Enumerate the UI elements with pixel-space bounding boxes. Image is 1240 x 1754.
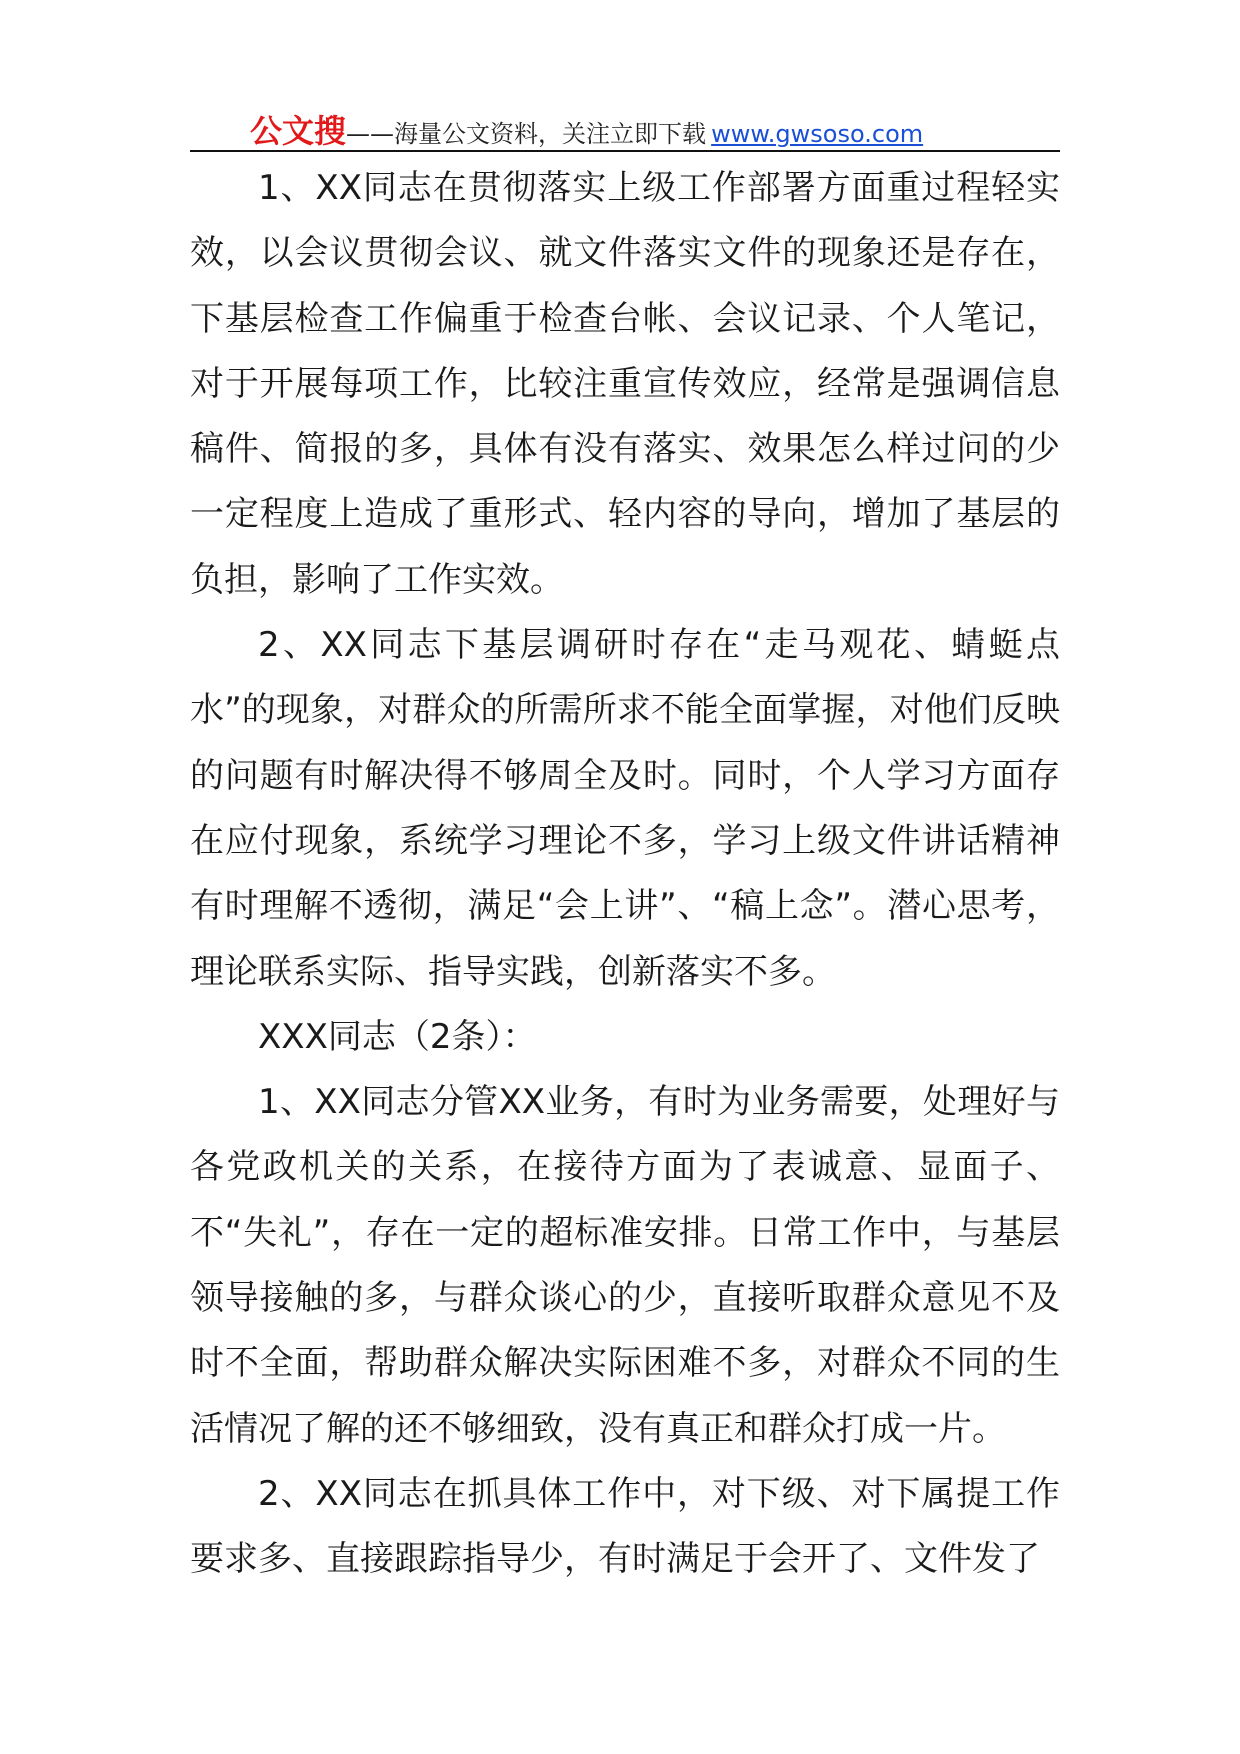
paragraph: 1、XX同志分管XX业务，有时为业务需要，处理好与各党政机关的关系，在接待方面为了表诚意、显面子、不“失礼”，存在一定的超标准安排。日常工作中，与基层领导接触的多，与群众谈心的少，直接听取群众意见不及时不全面，帮助群众解决实际困难不多，对群众不同的生活情况了解的还不够细致，没有真正和群众打成一片。: [190, 1082, 1060, 1449]
paragraph: 2、XX同志在抓具体工作中，对下级、对下属提工作要求多、直接跟踪指导少，有时满足于会开了、文件发了: [190, 1473, 1060, 1580]
paragraph: 2、XX同志下基层调研时存在“走马观花、蜻蜓点水”的现象，对群众的所需所求不能全面掌握，对他们反映的问题有时解决得不够周全及时。同时，个人学习方面存在应付现象，系统学习理论不多，学习上级文件讲话精神有时理解不透彻，满足“会上讲”、“稿上念”。潜心思考，理论联系实际、指导实践，创新落实不多。: [190, 625, 1060, 992]
header-tagline: ——海量公文资料，关注立即下载: [346, 120, 707, 148]
header-banner: [250, 106, 923, 152]
paragraph: 1、XX同志在贯彻落实上级工作部署方面重过程轻实效，以会议贯彻会议、就文件落实文件的现象还是存在，下基层检查工作偏重于检查台帐、会议记录、个人笔记，对于开展每项工作，比较注重宣传效应，经常是强调信息稿件、简报的多，具体有没有落实、效果怎么样过问的少一定程度上造成了重形式、轻内容的导向，增加了基层的负担，影响了工作实效。: [190, 168, 1060, 600]
site-link[interactable]: www.gwsoso.com: [711, 120, 924, 148]
brand-logo-text: 公文搜: [250, 112, 347, 150]
document-body: [190, 156, 1060, 1593]
section-heading: XXX同志（2条）：: [258, 1016, 537, 1057]
page-header: [190, 102, 1060, 152]
